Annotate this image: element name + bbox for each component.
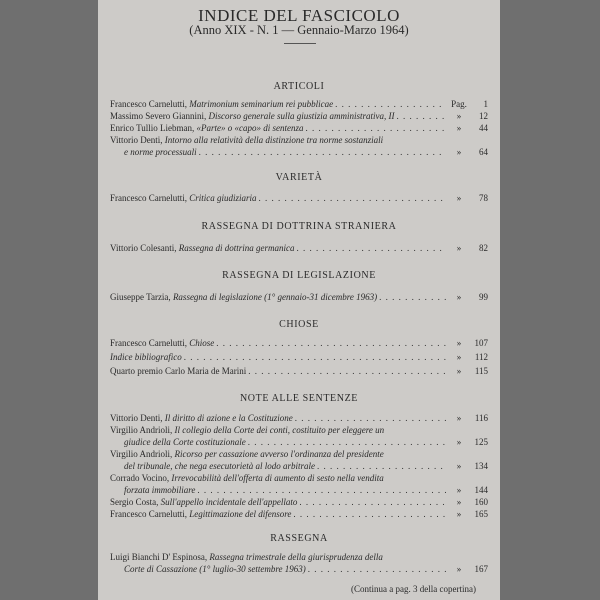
section-heading-note: NOTE ALLE SENTENZE — [239, 393, 358, 404]
toc-entry — [110, 99, 488, 110]
toc-entry — [124, 147, 488, 158]
section-heading-dottrina: RASSEGNA DI DOTTRINA STRANIERA — [201, 221, 397, 232]
page-number: 99 — [479, 292, 488, 302]
toc-entry-line — [110, 449, 488, 460]
leader-dots — [197, 485, 446, 496]
entry-author: Francesco Carnelutti, — [110, 99, 187, 109]
toc-entry — [124, 564, 488, 575]
page-number: 116 — [474, 413, 488, 423]
page-label: » — [456, 509, 462, 519]
entry-title: Ricorso per cassazione avverso l'ordinanza del presidente — [174, 449, 384, 459]
toc-entry — [110, 338, 488, 349]
leader-dots — [397, 111, 447, 122]
leader-dots — [299, 497, 446, 508]
page-number: 44 — [479, 123, 488, 133]
page-label: » — [456, 564, 462, 574]
entry-author: Giuseppe Tarzia, — [110, 292, 171, 302]
section-heading-articoli: ARTICOLI — [273, 81, 325, 92]
page-label: » — [456, 243, 462, 253]
toc-entry — [110, 413, 488, 424]
page-title: INDICE DEL FASCICOLO — [198, 6, 400, 25]
entry-title: Rassegna di dottrina germanica — [178, 243, 295, 253]
leader-dots — [248, 366, 446, 377]
page-label: » — [456, 497, 462, 507]
page-number: 12 — [479, 111, 488, 121]
page-label: » — [456, 413, 462, 423]
toc-entry — [110, 292, 488, 303]
entry-title: Critica giudiziaria — [189, 193, 257, 203]
page-label: Pag. — [451, 99, 467, 109]
toc-entry — [124, 485, 488, 496]
toc-entry-line — [110, 473, 488, 484]
page-number: 144 — [474, 485, 488, 495]
section-heading-varieta: VARIETÀ — [275, 172, 323, 183]
leader-dots — [184, 352, 446, 363]
entry-title: Intorno alla relatività della distinzione tra norme sostanziali — [164, 135, 384, 145]
toc-entry — [110, 497, 488, 508]
toc-entry — [110, 123, 488, 134]
leader-dots — [248, 437, 446, 448]
entry-title: Discorso generale sulla giustizia amministrativa, II — [208, 111, 395, 121]
entry-title-cont: Corte di Cassazione (1° luglio-30 settembre 1963) — [124, 564, 306, 574]
page-label: » — [456, 461, 462, 471]
entry-author: Luigi Bianchi D' Espinosa, — [110, 552, 208, 562]
page-number: 125 — [474, 437, 488, 447]
entry-title: Chiose — [189, 338, 215, 348]
entry-title: Rassegna di legislazione (1° gennaio-31 dicembre 1963) — [172, 292, 378, 302]
page-label: » — [456, 111, 462, 121]
page-label: » — [456, 366, 462, 376]
page-number: 165 — [474, 509, 488, 519]
page-label: » — [456, 292, 462, 302]
section-heading-rassegna: RASSEGNA — [270, 533, 328, 544]
leader-dots — [308, 564, 446, 575]
page-label: » — [456, 193, 462, 203]
leader-dots — [199, 147, 446, 158]
toc-entry — [110, 193, 488, 204]
entry-author: Francesco Carnelutti, — [110, 338, 187, 348]
entry-title-cont: giudice della Corte costituzionale — [124, 437, 246, 447]
entry-title: Il collegio della Corte dei conti, costituito per eleggere un — [174, 425, 385, 435]
entry-title: Rassegna trimestrale della giurisprudenza della — [209, 552, 383, 562]
leader-dots — [216, 338, 446, 349]
entry-author: Vittorio Denti, — [110, 135, 163, 145]
page-number: 112 — [474, 352, 488, 362]
page-subtitle: (Anno XIX - N. 1 — Gennaio-Marzo 1964) — [189, 23, 409, 37]
page-label: » — [456, 352, 462, 362]
toc-entry-line — [110, 425, 488, 436]
section-heading-legislazione: RASSEGNA DI LEGISLAZIONE — [222, 270, 376, 281]
page-label: » — [456, 123, 462, 133]
entry-author: Virgilio Andrioli, — [110, 449, 173, 459]
leader-dots — [379, 292, 446, 303]
toc-entry — [110, 509, 488, 520]
entry-title: «Parte» o «capo» di sentenza — [196, 123, 304, 133]
leader-dots — [259, 193, 447, 204]
entry-author: Corrado Vocino, — [110, 473, 170, 483]
page-label: » — [456, 338, 462, 348]
entry-author: Vittorio Denti, — [110, 413, 163, 423]
page-number: 107 — [474, 338, 488, 348]
entry-title-cont: e norme processuali — [124, 147, 197, 157]
leader-dots — [295, 413, 446, 424]
entry-title: Indice bibliografico — [110, 352, 182, 362]
entry-title: Legittimazione del difensore — [189, 509, 292, 519]
page-number: 78 — [479, 193, 488, 203]
entry-title-cont: forzata immobiliare — [124, 485, 196, 495]
page-number: 160 — [474, 497, 488, 507]
entry-author: Francesco Carnelutti, — [110, 509, 187, 519]
page-label: » — [456, 485, 462, 495]
page-number: 115 — [474, 366, 488, 376]
entry-author: Sergio Costa, — [110, 497, 159, 507]
entry-title-cont: del tribunale, che nega esecutorietà al lodo arbitrale — [124, 461, 315, 471]
toc-entry — [124, 461, 488, 472]
page-number: 82 — [479, 243, 488, 253]
page-label: » — [456, 147, 462, 157]
toc-entry-line — [110, 135, 488, 146]
title-rule — [284, 43, 316, 44]
toc-entry-line — [110, 552, 488, 563]
toc-entry — [110, 366, 488, 377]
entry-author: Enrico Tullio Liebman, — [110, 123, 195, 133]
entry-title: Irrevocabilità dell'offerta di aumento di sesto nella vendita — [171, 473, 384, 483]
toc-entry — [110, 243, 488, 254]
leader-dots — [335, 99, 446, 110]
leader-dots — [317, 461, 446, 472]
entry-title: Sull'appello incidentale dell'appellato — [160, 497, 298, 507]
page-number: 64 — [479, 147, 488, 157]
page-number: 1 — [483, 99, 488, 109]
entry-author: Vittorio Colesanti, — [110, 243, 177, 253]
leader-dots — [293, 509, 446, 520]
entry-author: Massimo Severo Giannini, — [110, 111, 207, 121]
entry-author: Quarto premio Carlo Maria de Marini — [110, 366, 247, 376]
page-label: » — [456, 437, 462, 447]
entry-author: Francesco Carnelutti, — [110, 193, 187, 203]
leader-dots — [306, 123, 447, 134]
toc-entry — [110, 111, 488, 122]
index-page — [98, 0, 500, 600]
toc-entry — [110, 352, 488, 363]
toc-entry — [124, 437, 488, 448]
continuation-note: (Continua a pag. 3 della copertina) — [351, 584, 476, 594]
page-number: 167 — [474, 564, 488, 574]
entry-title: Matrimonium seminarium rei pubblicae — [189, 99, 334, 109]
page-number: 134 — [474, 461, 488, 471]
entry-author: Virgilio Andrioli, — [110, 425, 173, 435]
leader-dots — [296, 243, 446, 254]
section-heading-chiose: CHIOSE — [279, 319, 319, 330]
entry-title: Il diritto di azione e la Costituzione — [164, 413, 293, 423]
